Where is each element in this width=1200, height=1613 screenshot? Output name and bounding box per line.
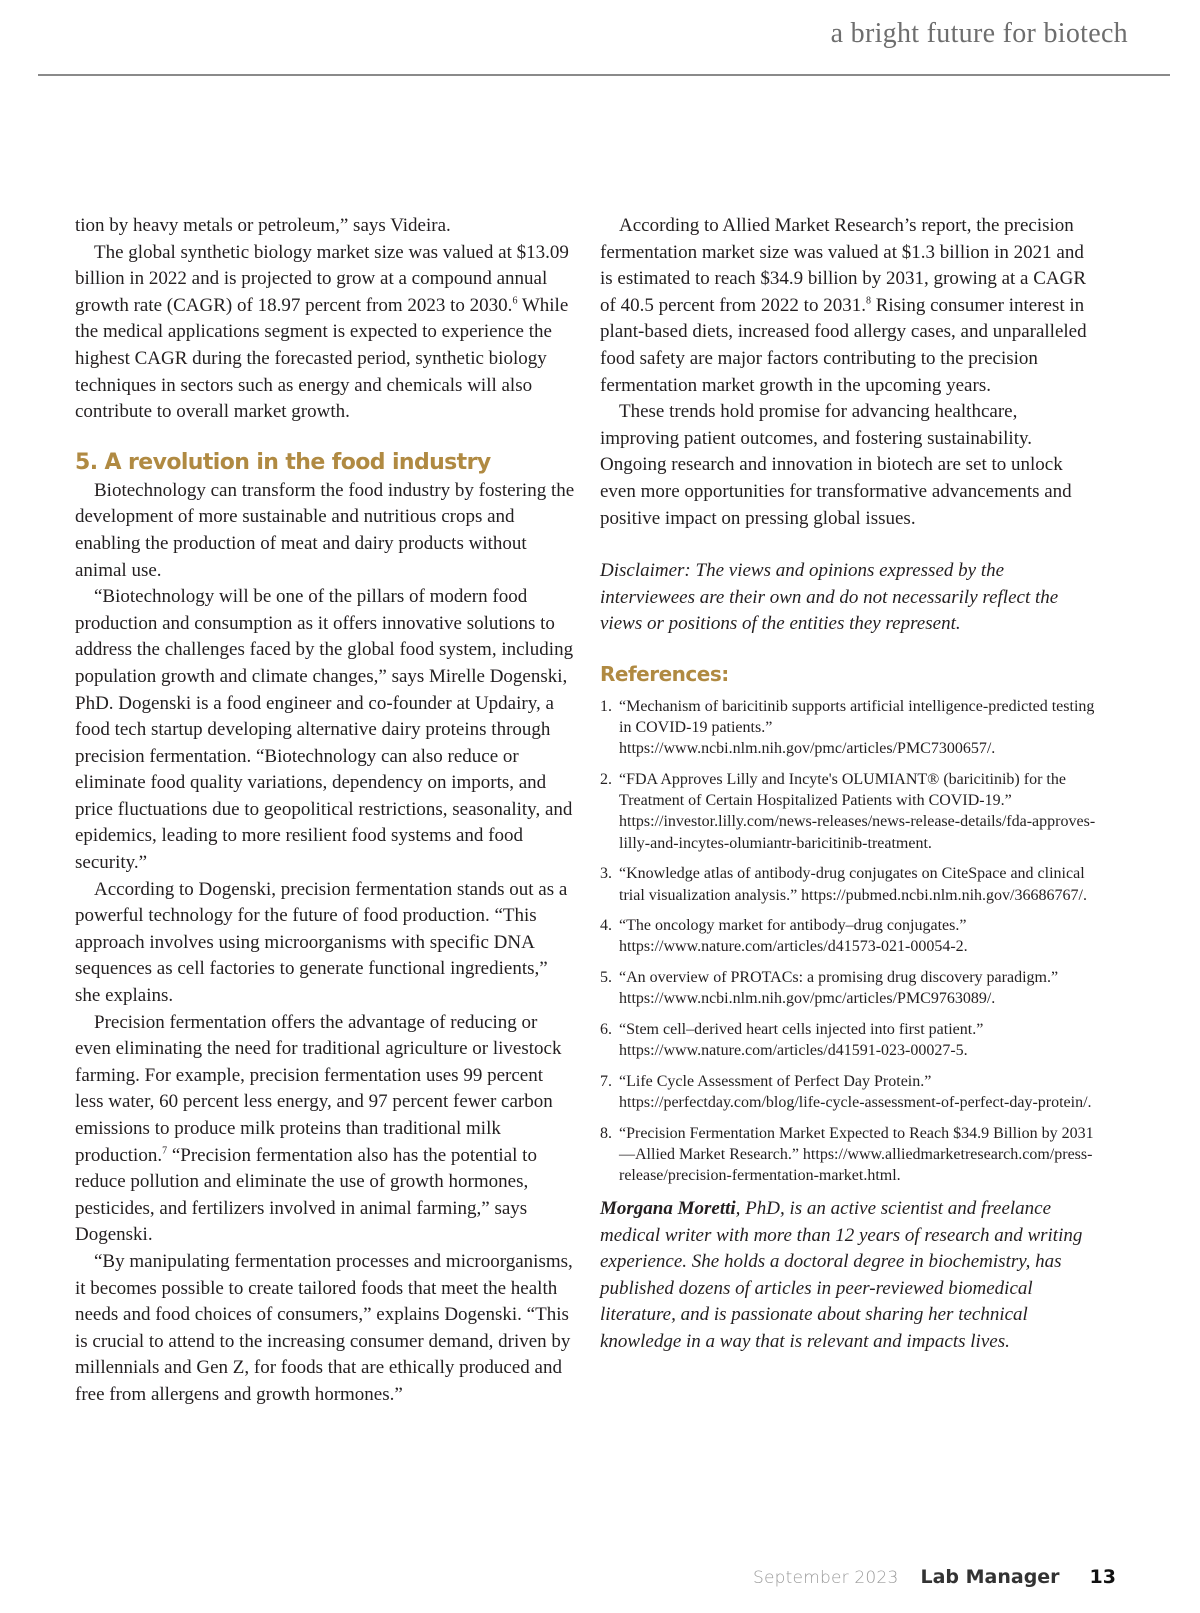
- paragraph: [600, 213, 1100, 399]
- footnote-ref: 7: [162, 1145, 168, 1157]
- running-head: a bright future for biotech: [830, 18, 1128, 49]
- paragraph-text: While the medical applications segment is expected to experience the highest CAGR during the forecasted period, synthetic biology techniques in sectors such as energy and chemicals will also contribute to overall market growth.: [75, 294, 569, 423]
- disclaimer: Disclaimer: The views and opinions expressed by the interviewees are their own and do not necessarily reflect the views or positions of the entities they represent.: [600, 560, 1059, 635]
- issue-date: September 2023: [753, 1568, 899, 1588]
- paragraph-text: “Precision fermentation also has the potential to reduce pollution and eliminate the use of growth hormones, pesticides, and fertilizers involved in animal farming,” says Dogenski.: [75, 1144, 537, 1246]
- page-number: 13: [1089, 1566, 1116, 1588]
- reference-text: “Precision Fermentation Market Expected to Reach $34.9 Billion by 2031—Allied Market Research.” https://www.alliedmarketresearch.com/press-release/precision-fermentation-market.html.: [619, 1124, 1094, 1185]
- reference-item: [600, 1019, 1100, 1061]
- footnote-ref: 6: [512, 295, 518, 307]
- magazine-name: Lab Manager: [920, 1566, 1060, 1588]
- reference-number: 1.: [600, 697, 612, 715]
- right-column: [600, 213, 1100, 1356]
- bio-text: , PhD, is an active scientist and freelance medical writer with more than 12 years of research and writing experience. She holds a doctoral degree in biochemistry, has published dozens of articles in peer-reviewed biomedical literature, and is passionate about sharing her technical knowledge in a way that is relevant and impacts lives.: [600, 1197, 1083, 1352]
- reference-number: 8.: [600, 1124, 612, 1142]
- reference-number: 5.: [600, 969, 612, 987]
- paragraph: According to Dogenski, precision fermentation stands out as a powerful technology for the future of food production. “This approach involves using microorganisms with specific DNA sequences as cell factories to generate functional ingredients,” she explains.: [75, 878, 568, 1007]
- reference-number: 4.: [600, 917, 612, 935]
- reference-number: 6.: [600, 1021, 612, 1039]
- author-bio: [600, 1196, 1100, 1356]
- paragraph-text: Rising consumer interest in plant-based diets, increased food allergy cases, and unparalleled food safety are major factors contributing to the precision fermentation market growth in the upcoming years.: [600, 294, 1087, 396]
- reference-text: “FDA Approves Lilly and Incyte's OLUMIANT® (baricitinib) for the Treatment of Certain Hospitalized Patients with COVID-19.” https://investor.lilly.com/news-releases/news-release-details/fda-approves-lilly-and-incytes-olumiantr-baricitinib-treatment.: [619, 771, 1096, 852]
- reference-number: 3.: [600, 865, 612, 883]
- bio-author-name: Morgana Moretti: [600, 1197, 736, 1219]
- paragraph: [75, 1010, 575, 1249]
- reference-number: 2.: [600, 771, 612, 789]
- reference-text: “The oncology market for antibody–drug conjugates.” https://www.nature.com/articles/d41573-021-00054-2.: [619, 917, 968, 956]
- paragraph-text: Precision fermentation offers the advantage of reducing or even eliminating the need for traditional agriculture or livestock farming. For example, precision fermentation uses 99 percent less water, 60 percent less energy, and 97 percent fewer carbon emissions to produce milk proteins than traditional milk production.: [75, 1011, 562, 1166]
- reference-item: [600, 863, 1100, 905]
- paragraph: [75, 240, 575, 426]
- section-heading: 5. A revolution in the food industry: [75, 449, 491, 475]
- reference-item: [600, 769, 1100, 854]
- reference-item: [600, 696, 1100, 760]
- reference-text: “Mechanism of baricitinib supports artificial intelligence-predicted testing in COVID-19 patients.” https://www.ncbi.nlm.nih.gov/pmc/articles/PMC7300657/.: [619, 697, 1095, 758]
- reference-number: 7.: [600, 1072, 612, 1090]
- paragraph: These trends hold promise for advancing healthcare, improving patient outcomes, and fostering sustainability. Ongoing research and innovation in biotech are set to unlock even more opportunities for transformative advancements and positive impact on pressing global issues.: [600, 401, 1072, 529]
- paragraph: “By manipulating fermentation processes and microorganisms, it becomes possible to create tailored foods that meet the health needs and food choices of consumers,” explains Dogenski. “This is crucial to attend to the increasing consumer demand, driven by millennials and Gen Z, for foods that are ethically produced and free from allergens and growth hormones.”: [75, 1250, 573, 1405]
- paragraph: tion by heavy metals or petroleum,” says Videira.: [75, 215, 451, 236]
- reference-item: [600, 967, 1100, 1009]
- paragraph: Biotechnology can transform the food industry by fostering the development of more sustainable and nutritious crops and enabling the production of meat and dairy products without animal use.: [75, 479, 575, 581]
- header-rule: [38, 74, 1170, 76]
- paragraph: “Biotechnology will be one of the pillars of modern food production and consumption as it offers innovative solutions to address the challenges faced by the global food system, including population growth and climate changes,” says Mirelle Dogenski, PhD. Dogenski is a food engineer and co-founder at Updairy, a food tech startup developing alternative dairy proteins through precision fermentation. “Biotechnology can also reduce or eliminate food quality variations, dependency on imports, and price fluctuations due to geopolitical restrictions, seasonality, and epidemics, leading to more resilient food systems and food security.”: [75, 586, 574, 874]
- references-heading: References:: [600, 661, 729, 686]
- reference-item: [600, 915, 1100, 957]
- reference-text: “Knowledge atlas of antibody-drug conjugates on CiteSpace and clinical trial visualization analysis.” https://pubmed.ncbi.nlm.nih.gov/36686767/.: [619, 865, 1087, 904]
- reference-text: “An overview of PROTACs: a promising drug discovery paradigm.” https://www.ncbi.nlm.nih.gov/pmc/articles/PMC9763089/.: [619, 969, 1059, 1008]
- reference-item: [600, 1123, 1100, 1187]
- reference-text: “Life Cycle Assessment of Perfect Day Protein.” https://perfectday.com/blog/life-cycle-assessment-of-perfect-day-protein/.: [619, 1072, 1092, 1112]
- footnote-ref: 8: [865, 295, 871, 307]
- left-column: [75, 213, 575, 1409]
- page-footer: [753, 1566, 1116, 1588]
- paragraph-text: According to Allied Market Research’s report, the precision fermentation market size was valued at $1.3 billion in 2021 and is estimated to reach $34.9 billion by 2031, growing at a CAGR of 40.5 percent from 2022 to 2031.: [600, 215, 1087, 316]
- reference-text: “Stem cell–derived heart cells injected into first patient.” https://www.nature.com/articles/d41591-023-00027-5.: [619, 1021, 984, 1060]
- paragraph-text: The global synthetic biology market size was valued at $13.09 billion in 2022 and is projected to grow at a compound annual growth rate (CAGR) of 18.97 percent from 2023 to 2030.: [75, 241, 569, 316]
- references-list: [600, 696, 1100, 1187]
- reference-item: [600, 1071, 1100, 1113]
